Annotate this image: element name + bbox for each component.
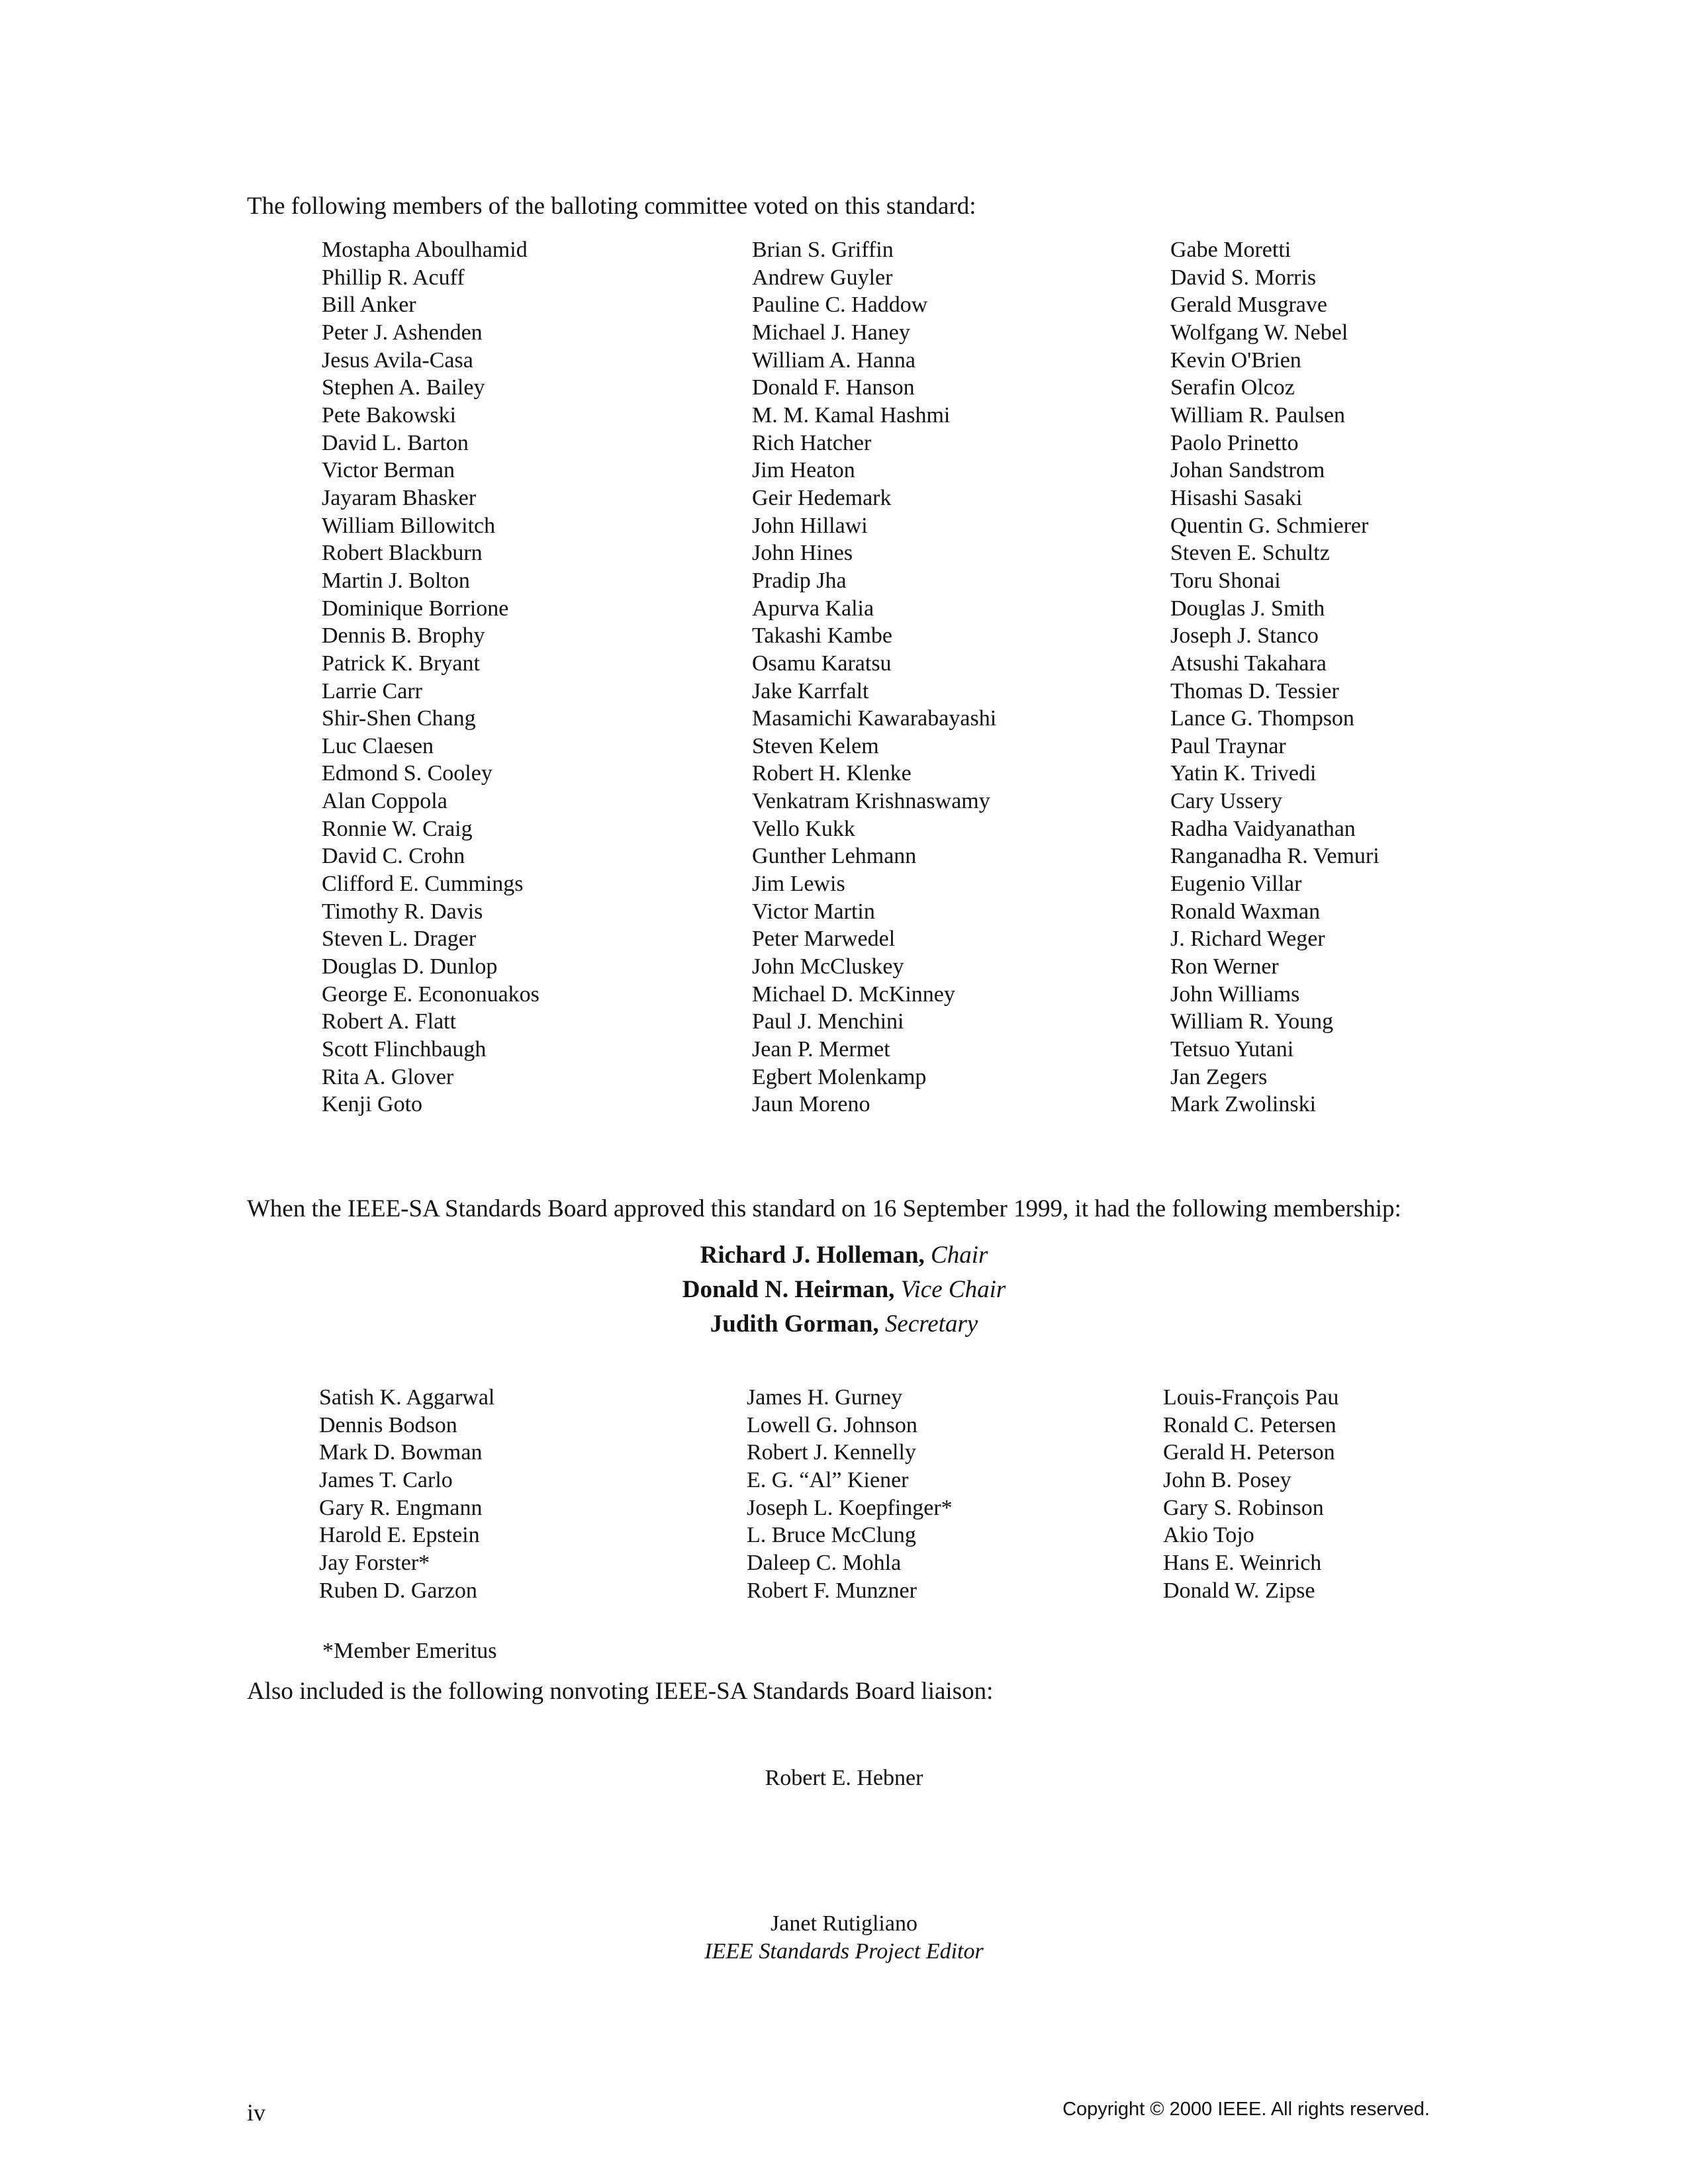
member-name: Peter J. Ashenden: [322, 320, 483, 345]
member-name: Robert A. Flatt: [322, 1009, 457, 1034]
member-name: Scott Flinchbaugh: [322, 1037, 487, 1062]
member-name: Timothy R. Davis: [322, 899, 483, 924]
member-name: Brian S. Griffin: [752, 238, 894, 262]
board-column-1: [319, 1384, 494, 1604]
member-name: Pauline C. Haddow: [752, 293, 928, 318]
member-name: Egbert Molenkamp: [752, 1064, 927, 1089]
member-name: Apurva Kalia: [752, 596, 874, 621]
member-name: M. M. Kamal Hashmi: [752, 402, 951, 428]
member-name: Bill Anker: [322, 293, 416, 318]
member-name: Kenji Goto: [322, 1092, 423, 1117]
ballot-column-2: [752, 236, 996, 1118]
member-name: Hans E. Weinrich: [1163, 1550, 1322, 1575]
member-name: Victor Martin: [752, 899, 875, 924]
member-name: Peter Marwedel: [752, 927, 896, 952]
member-name: Gunther Lehmann: [752, 844, 917, 869]
member-name: Mark D. Bowman: [319, 1440, 483, 1465]
member-name: Radha Vaidyanathan: [1170, 816, 1356, 841]
member-name: Atsushi Takahara: [1170, 651, 1327, 676]
editor-name: Janet Rutigliano: [771, 1911, 917, 1936]
member-name: Jean P. Mermet: [752, 1037, 890, 1062]
member-name: James H. Gurney: [747, 1385, 903, 1410]
member-name: Paul Traynar: [1170, 733, 1286, 758]
member-name: Paul J. Menchini: [752, 1009, 904, 1034]
board-column-3: [1163, 1384, 1338, 1604]
member-name: Shir-Shen Chang: [322, 706, 476, 731]
member-name: Jan Zegers: [1170, 1064, 1268, 1089]
officer-chair: [0, 1238, 1688, 1273]
member-name: Geir Hedemark: [752, 485, 892, 510]
member-name: Yatin K. Trivedi: [1170, 761, 1317, 786]
member-name: Vello Kukk: [752, 816, 855, 841]
board-approval-text: When the IEEE-SA Standards Board approved this standard on 16 September 1999, it had the following membership:: [247, 1195, 1401, 1222]
member-emeritus-footnote: *Member Emeritus: [322, 1639, 497, 1663]
member-name: Daleep C. Mohla: [747, 1550, 902, 1575]
ballot-column-1: [322, 236, 539, 1118]
member-name: Jaun Moreno: [752, 1092, 870, 1117]
member-name: Michael J. Haney: [752, 320, 910, 345]
member-name: Phillip R. Acuff: [322, 265, 465, 290]
member-name: William R. Paulsen: [1170, 402, 1345, 428]
member-name: Jay Forster*: [319, 1550, 430, 1575]
member-name: Satish K. Aggarwal: [319, 1385, 495, 1410]
officer-name: Richard J. Holleman,: [700, 1242, 925, 1269]
member-name: Takashi Kambe: [752, 623, 892, 649]
copyright-notice: Copyright © 2000 IEEE. All rights reserved.: [1062, 2099, 1430, 2120]
member-name: Serafin Olcoz: [1170, 375, 1295, 400]
member-name: Gerald Musgrave: [1170, 293, 1327, 318]
member-name: Eugenio Villar: [1170, 872, 1302, 897]
member-name: Joseph J. Stanco: [1170, 623, 1319, 649]
member-name: L. Bruce McClung: [747, 1523, 916, 1548]
member-name: Douglas J. Smith: [1170, 596, 1325, 621]
member-name: Jim Lewis: [752, 872, 845, 897]
member-name: John Williams: [1170, 981, 1300, 1007]
member-name: Quentin G. Schmierer: [1170, 513, 1369, 538]
member-name: Victor Berman: [322, 458, 455, 483]
member-name: Ruben D. Garzon: [319, 1578, 477, 1603]
member-name: Jesus Avila-Casa: [322, 347, 473, 373]
member-name: Alan Coppola: [322, 789, 447, 814]
member-name: John McCluskey: [752, 954, 904, 979]
member-name: Mostapha Aboulhamid: [322, 238, 528, 262]
member-name: Robert J. Kennelly: [747, 1440, 916, 1465]
member-name: Robert H. Klenke: [752, 761, 912, 786]
member-name: John Hillawi: [752, 513, 868, 538]
member-name: Thomas D. Tessier: [1170, 678, 1339, 704]
member-name: William R. Young: [1170, 1009, 1334, 1034]
officer-secretary: [0, 1307, 1688, 1342]
member-name: Dennis Bodson: [319, 1412, 457, 1437]
member-name: George E. Econonuakos: [322, 981, 539, 1007]
member-name: Osamu Karatsu: [752, 651, 892, 676]
member-name: Ronnie W. Craig: [322, 816, 473, 841]
member-name: Dennis B. Brophy: [322, 623, 485, 649]
member-name: Masamichi Kawarabayashi: [752, 706, 997, 731]
member-name: Lowell G. Johnson: [747, 1412, 917, 1437]
member-name: David L. Barton: [322, 430, 469, 455]
member-name: Cary Ussery: [1170, 789, 1283, 814]
board-officers: [0, 1238, 1688, 1342]
officer-role: Chair: [931, 1242, 988, 1269]
member-name: Ron Werner: [1170, 954, 1279, 979]
member-name: Wolfgang W. Nebel: [1170, 320, 1348, 345]
officer-role: Vice Chair: [900, 1276, 1006, 1303]
member-name: Steven L. Drager: [322, 927, 477, 952]
member-name: Louis-François Pau: [1163, 1385, 1339, 1410]
officer-name: Judith Gorman,: [710, 1310, 879, 1338]
member-name: James T. Carlo: [319, 1467, 453, 1492]
member-name: Johan Sandstrom: [1170, 458, 1325, 483]
page-number: iv: [247, 2099, 266, 2126]
ballot-intro: The following members of the balloting committee voted on this standard:: [247, 193, 976, 220]
member-name: Douglas D. Dunlop: [322, 954, 498, 979]
officer-name: Donald N. Heirman,: [682, 1276, 895, 1303]
member-name: Michael D. McKinney: [752, 981, 955, 1007]
member-name: Martin J. Bolton: [322, 568, 470, 593]
officer-vice-chair: [0, 1273, 1688, 1307]
member-name: John B. Posey: [1163, 1467, 1291, 1492]
member-name: Mark Zwolinski: [1170, 1092, 1317, 1117]
member-name: William Billowitch: [322, 513, 496, 538]
member-name: Donald W. Zipse: [1163, 1578, 1315, 1603]
member-name: Stephen A. Bailey: [322, 375, 485, 400]
member-name: Donald F. Hanson: [752, 375, 915, 400]
member-name: Tetsuo Yutani: [1170, 1037, 1294, 1062]
officer-role: Secretary: [884, 1310, 978, 1338]
member-name: Andrew Guyler: [752, 265, 893, 290]
member-name: Jayaram Bhasker: [322, 485, 477, 510]
member-name: Kevin O'Brien: [1170, 347, 1301, 373]
member-name: Ranganadha R. Vemuri: [1170, 844, 1380, 869]
member-name: J. Richard Weger: [1170, 927, 1325, 952]
member-name: Gary R. Engmann: [319, 1495, 483, 1520]
member-name: Pradip Jha: [752, 568, 847, 593]
member-name: Venkatram Krishnaswamy: [752, 789, 990, 814]
member-name: Lance G. Thompson: [1170, 706, 1354, 731]
member-name: Steven Kelem: [752, 733, 879, 758]
member-name: Larrie Carr: [322, 678, 422, 704]
member-name: Paolo Prinetto: [1170, 430, 1299, 455]
liaison-intro: Also included is the following nonvoting IEEE-SA Standards Board liaison:: [247, 1678, 994, 1705]
member-name: Jake Karrfalt: [752, 678, 869, 704]
member-name: Robert Blackburn: [322, 541, 483, 566]
member-name: Joseph L. Koepfinger*: [747, 1495, 953, 1520]
editor-title: IEEE Standards Project Editor: [704, 1939, 984, 1964]
member-name: Harold E. Epstein: [319, 1523, 480, 1548]
member-name: Rita A. Glover: [322, 1064, 454, 1089]
member-name: Gerald H. Peterson: [1163, 1440, 1335, 1465]
member-name: Jim Heaton: [752, 458, 855, 483]
member-name: William A. Hanna: [752, 347, 915, 373]
member-name: Patrick K. Bryant: [322, 651, 480, 676]
member-name: David S. Morris: [1170, 265, 1317, 290]
ballot-column-3: [1170, 236, 1380, 1118]
liaison-name: Robert E. Hebner: [765, 1766, 923, 1790]
member-name: E. G. “Al” Kiener: [747, 1467, 909, 1492]
member-name: Gary S. Robinson: [1163, 1495, 1324, 1520]
member-name: Ronald C. Petersen: [1163, 1412, 1336, 1437]
member-name: Edmond S. Cooley: [322, 761, 492, 786]
member-name: Ronald Waxman: [1170, 899, 1321, 924]
member-name: Toru Shonai: [1170, 568, 1281, 593]
member-name: Hisashi Sasaki: [1170, 485, 1303, 510]
member-name: Luc Claesen: [322, 733, 434, 758]
member-name: Rich Hatcher: [752, 430, 872, 455]
board-column-2: [747, 1384, 953, 1604]
member-name: Pete Bakowski: [322, 402, 457, 428]
member-name: Robert F. Munzner: [747, 1578, 917, 1603]
member-name: John Hines: [752, 541, 853, 566]
member-name: David C. Crohn: [322, 844, 465, 869]
member-name: Clifford E. Cummings: [322, 872, 524, 897]
member-name: Steven E. Schultz: [1170, 541, 1330, 566]
member-name: Gabe Moretti: [1170, 238, 1291, 262]
member-name: Dominique Borrione: [322, 596, 509, 621]
member-name: Akio Tojo: [1163, 1523, 1254, 1548]
